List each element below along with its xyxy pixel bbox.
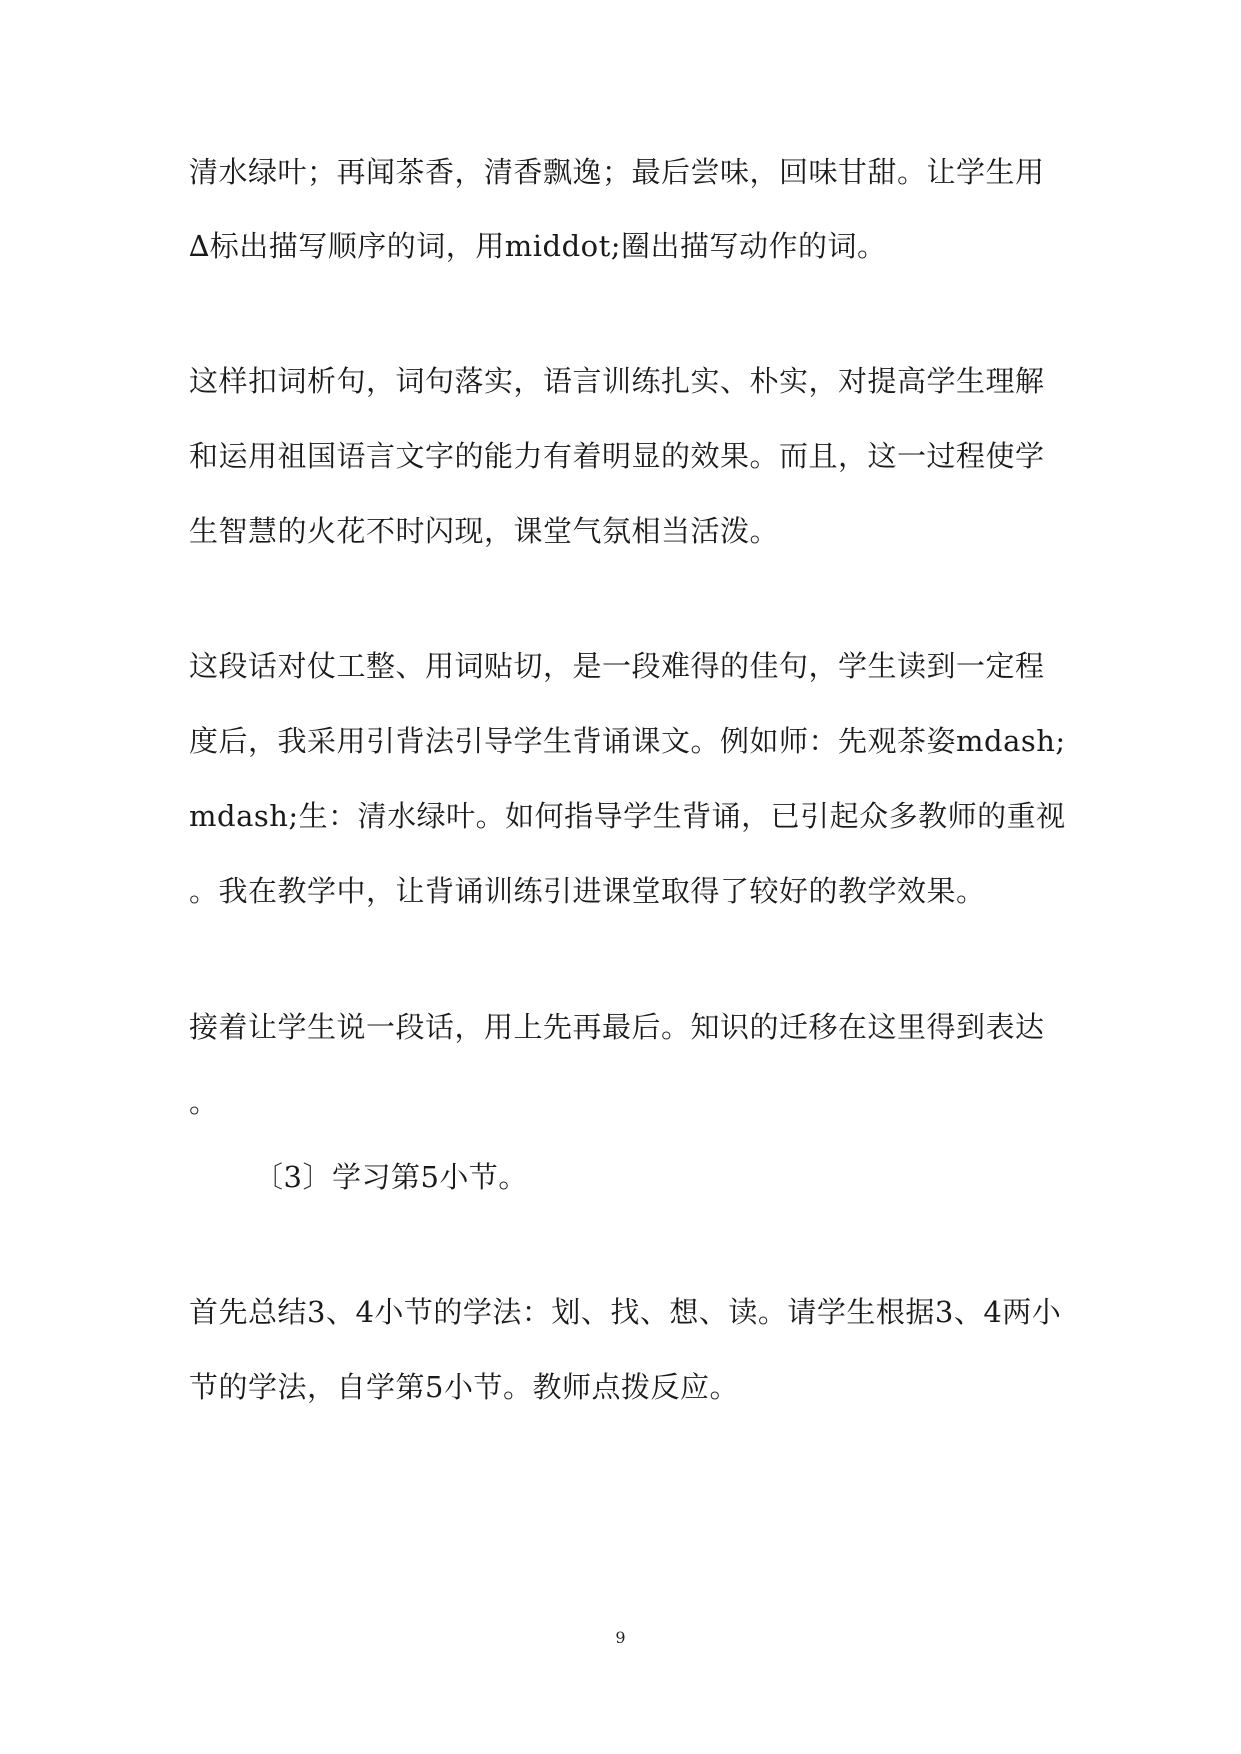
- paragraph-6-line-2: 节的学法，自学第5小节。教师点拨反应。: [189, 1370, 739, 1404]
- paragraph-1-line-2: ∆标出描写顺序的词，用middot;圈出描写动作的词。: [189, 229, 887, 263]
- paragraph-4-line-2: 。: [189, 1085, 219, 1119]
- paragraph-3-line-4: 。我在教学中，让背诵训练引进课堂取得了较好的教学效果。: [189, 874, 986, 908]
- paragraph-3-line-1: 这段话对仗工整、用词贴切，是一段难得的佳句，学生读到一定程: [189, 649, 1045, 683]
- paragraph-2-line-2: 和运用祖国语言文字的能力有着明显的效果。而且，这一过程使学: [189, 439, 1045, 473]
- paragraph-3-line-3: mdash;生：清水绿叶。如何指导学生背诵，已引起众多教师的重视: [189, 799, 1066, 833]
- paragraph-1-line-1: 清水绿叶；再闻茶香，清香飘逸；最后尝味，回味甘甜。让学生用: [189, 155, 1045, 189]
- paragraph-6-line-1: 首先总结3、4小节的学法：划、找、想、读。请学生根据3、4两小: [189, 1295, 1062, 1329]
- page-number: 9: [615, 1628, 626, 1647]
- paragraph-2-line-1: 这样扣词析句，词句落实，语言训练扎实、朴实，对提高学生理解: [189, 364, 1045, 398]
- section-heading-3: 〔3〕学习第5小节。: [254, 1160, 528, 1194]
- paragraph-3-line-2: 度后，我采用引背法引导学生背诵课文。例如师：先观茶姿mdash;: [189, 724, 1066, 758]
- paragraph-4-line-1: 接着让学生说一段话，用上先再最后。知识的迁移在这里得到表达: [189, 1010, 1045, 1044]
- paragraph-2-line-3: 生智慧的火花不时闪现，课堂气氛相当活泼。: [189, 514, 780, 548]
